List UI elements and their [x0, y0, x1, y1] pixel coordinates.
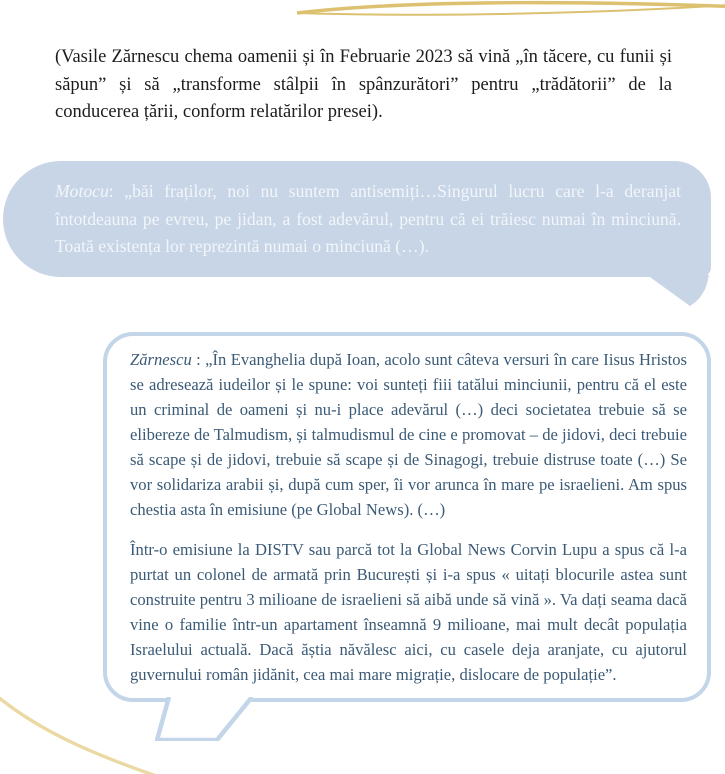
intro-paragraph: (Vasile Zărnescu chema oamenii și în Februarie 2023 să vină „în tăcere, cu funii și săpun” și să „transforme stâlpii în spânzurători” pentru „trădătorii” de la conducerea țării, conform relatărilor presei).: [55, 47, 672, 122]
motocu-quote: [55, 178, 681, 261]
zarnescu-paragraph-1: [130, 347, 687, 522]
zarnescu-speaker-name: Zărnescu: [130, 350, 192, 369]
motocu-bubble-tail-icon: [647, 275, 709, 307]
speech-bubble-zarnescu: [103, 332, 711, 702]
zarnescu-quote-text-1: „În Evanghelia după Ioan, acolo sunt câteva versuri în care Iisus Hristos se adresează iudeilor și le spune: voi sunteți fiii tatălui minciunii, pentru că el este un criminal de oameni și nu-i place adevărul (…) deci societatea trebuie să se elibereze de Talmudism, și talmudismul de cine e promovat – de jidovi, deci trebuie să scape și de jidovi, trebuie să scape și de Sinagogi, trebuie distruse toate (…) Se vor solidariza arabii și, după cum sper, îi vor arunca în mare pe israelieni. Am spus chestia asta în emisiune (pe Global News). (…): [130, 350, 687, 519]
zarnescu-separator: :: [191, 350, 206, 369]
motocu-quote-text: „băi fraților, noi nu suntem antisemiți…Singurul lucru care l-a deranjat întotdeauna pe evreu, pe jidan, a fost adevărul, pentru că ei trăiesc numai în minciună. Toată existența lor reprezintă numai o minciună (…).: [55, 181, 681, 256]
zarnescu-paragraph-2: Într-o emisiune la DISTV sau parcă tot la Global News Corvin Lupu a spus că l-a purtat un colonel de armată prin București și i-a spus « uitați blocurile astea sunt construite pentru 3 milioane de israelieni să aibă unde să vină ». Va dați seama dacă vine o familie într-un apartament înseamnă 9 milioane, mai mult decât populația Israelului actuală. Dacă ăștia năvălesc aici, cu casele deja aranjate, cu ajutorul guvernului român jidănit, cea mai mare migrație, dislocare de populație”.: [130, 540, 687, 684]
speech-bubble-motocu: [3, 161, 711, 277]
motocu-separator: :: [108, 181, 125, 201]
motocu-speaker-name: Motocu: [55, 181, 109, 201]
zarnescu-bubble-tail-icon: [155, 697, 259, 741]
